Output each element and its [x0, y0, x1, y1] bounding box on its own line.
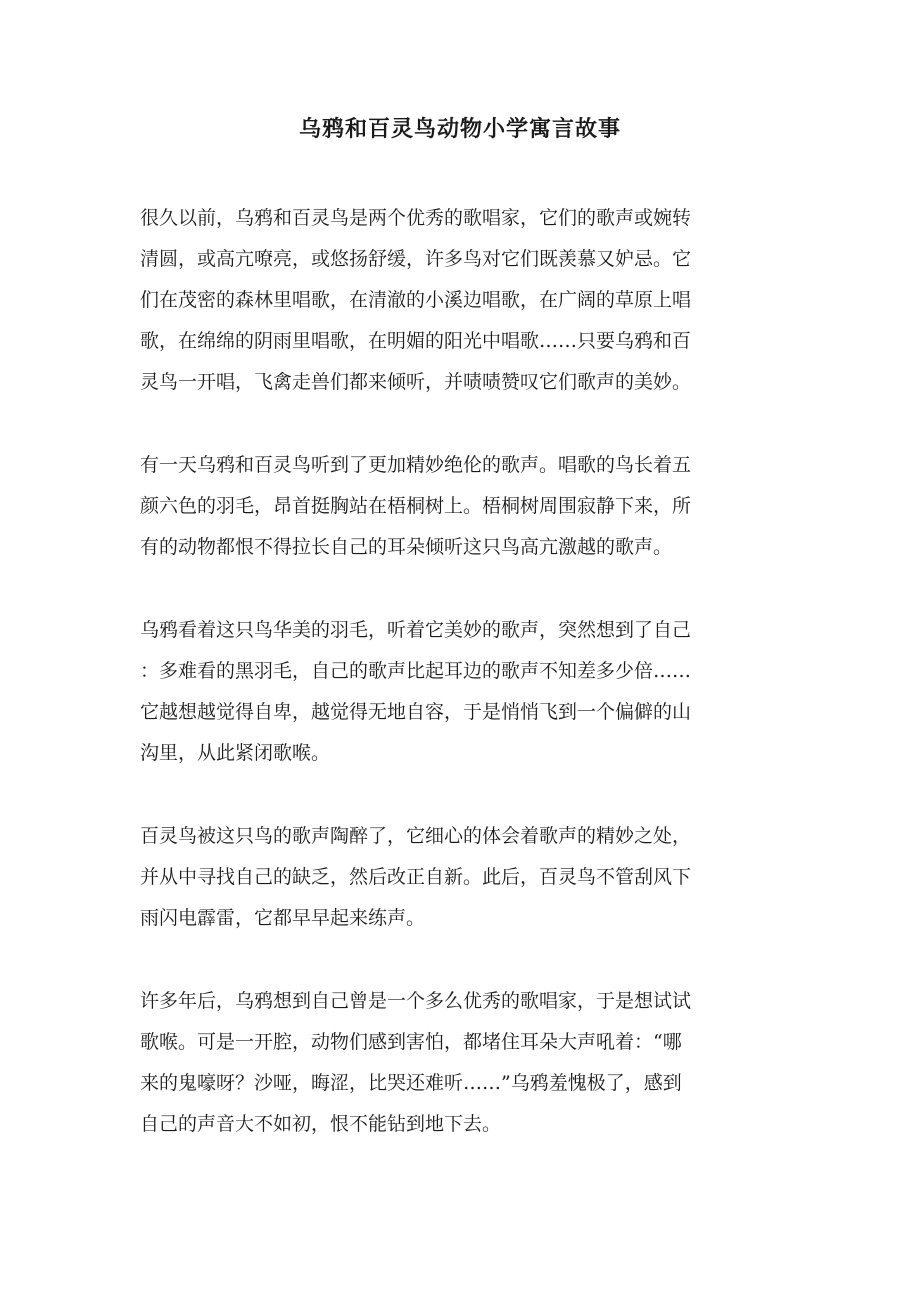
paragraph-2 [140, 445, 780, 568]
paragraph-4 [140, 816, 780, 939]
paragraph-3 [140, 610, 780, 774]
paragraph-line: 自己的声音大不如初，恨不能钻到地下去。 [140, 1113, 502, 1135]
paragraph-line: 歌，在绵绵的阴雨里唱歌，在明媚的阳光中唱歌……只要乌鸦和百 [140, 330, 692, 352]
paragraph-line: 有一天乌鸦和百灵鸟听到了更加精妙绝伦的歌声。唱歌的鸟长着五 [140, 454, 692, 476]
paragraph-line: 来的鬼嚎呀？沙哑，晦涩，比哭还难听……”乌鸦羞愧极了，感到 [140, 1072, 682, 1094]
paragraph-line: 它越想越觉得自卑，越觉得无地自容，于是悄悄飞到一个偏僻的山 [140, 701, 692, 723]
document-title: 乌鸦和百灵鸟动物小学寓言故事 [298, 116, 621, 142]
paragraph-line: 许多年后，乌鸦想到自己曾是一个多么优秀的歌唱家，于是想试试 [140, 990, 692, 1012]
paragraph-line: 雨闪电霹雷，它都早早起来练声。 [140, 907, 426, 929]
paragraph-line: 乌鸦看着这只鸟华美的羽毛，听着它美妙的歌声，突然想到了自己 [140, 619, 692, 641]
paragraph-line: 很久以前，乌鸦和百灵鸟是两个优秀的歌唱家，它们的歌声或婉转 [140, 207, 692, 229]
paragraph-5 [140, 981, 780, 1145]
paragraph-line: 们在茂密的森林里唱歌，在清澈的小溪边唱歌，在广阔的草原上唱 [140, 289, 692, 311]
paragraph-line: ：多难看的黑羽毛，自己的歌声比起耳边的歌声不知差多少倍…… [140, 660, 692, 682]
paragraph-line: 沟里，从此紧闭歌喉。 [140, 742, 331, 764]
document-body [140, 198, 780, 1187]
paragraph-line: 灵鸟一开唱，飞禽走兽们都来倾听，并啧啧赞叹它们歌声的美妙。 [140, 371, 692, 393]
paragraph-line: 歌喉。可是一开腔，动物们感到害怕，都堵住耳朵大声吼着：“哪 [140, 1031, 682, 1053]
paragraph-line: 清圆，或高亢嘹亮，或悠扬舒缓，许多鸟对它们既羡慕又妒忌。它 [140, 248, 692, 270]
paragraph-1 [140, 198, 780, 403]
paragraph-line: 有的动物都恨不得拉长自己的耳朵倾听这只鸟高亢激越的歌声。 [140, 536, 673, 558]
paragraph-line: 并从中寻找自己的缺乏，然后改正自新。此后，百灵鸟不管刮风下 [140, 866, 692, 888]
paragraph-line: 百灵鸟被这只鸟的歌声陶醉了，它细心的体会着歌声的精妙之处， [140, 825, 692, 847]
paragraph-line: 颜六色的羽毛，昂首挺胸站在梧桐树上。梧桐树周围寂静下来，所 [140, 495, 692, 517]
